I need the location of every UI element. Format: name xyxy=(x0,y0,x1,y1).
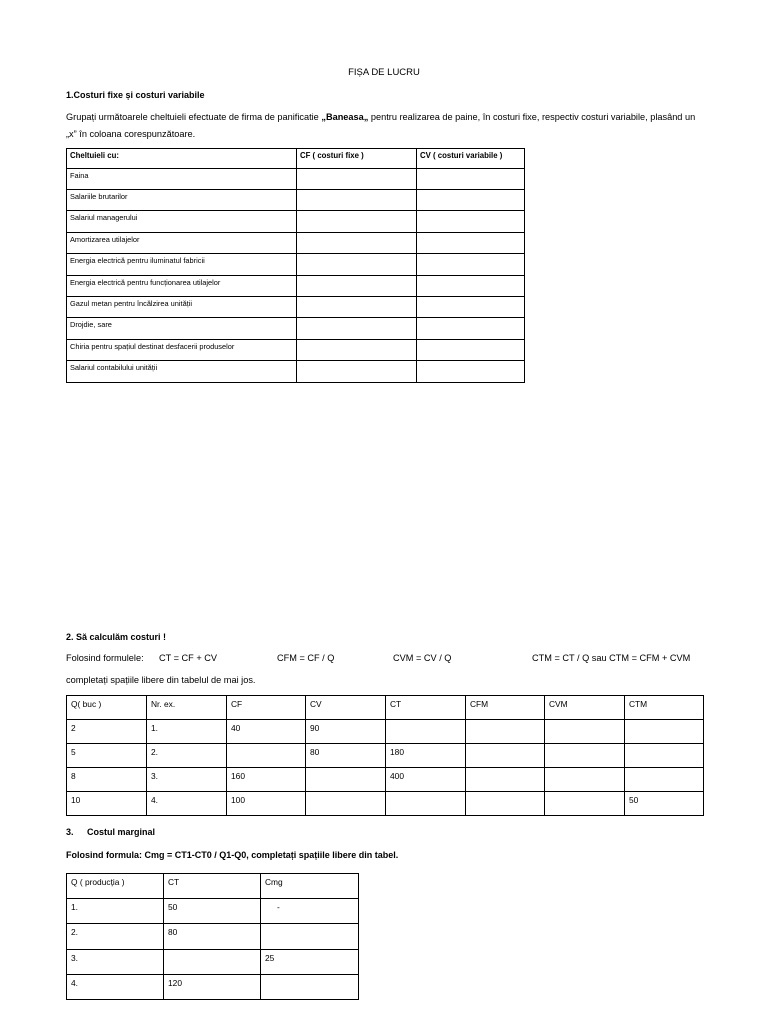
page-title: FIȘA DE LUCRU xyxy=(348,67,420,78)
cf-cell[interactable] xyxy=(297,211,417,232)
cmg-cell[interactable] xyxy=(261,924,359,949)
cv-cell[interactable] xyxy=(417,254,525,275)
table-row xyxy=(67,275,525,296)
cfm-cell[interactable] xyxy=(466,768,545,792)
section2-instruction: completați spațiile libere din tabelul de mai jos. xyxy=(66,675,256,685)
company-name: „Baneasa„ xyxy=(321,112,369,122)
section2-heading: 2. Să calculăm costuri ! xyxy=(66,632,167,642)
cmg-cell[interactable] xyxy=(261,974,359,999)
table-row xyxy=(67,254,525,275)
table-row xyxy=(67,899,359,924)
cvm-cell[interactable] xyxy=(545,768,625,792)
q-cell: 1. xyxy=(67,899,164,924)
ct-cell[interactable] xyxy=(164,949,261,974)
formula-ct: CT = CF + CV xyxy=(159,653,218,663)
q-cell: 4. xyxy=(67,974,164,999)
cf-cell[interactable] xyxy=(297,318,417,339)
q-cell: 2 xyxy=(67,720,147,744)
table-header-row xyxy=(67,149,525,169)
section1-heading: 1.Costuri fixe și costuri variabile xyxy=(66,90,205,100)
cvm-cell[interactable] xyxy=(545,744,625,768)
cf-cell[interactable]: 40 xyxy=(227,720,306,744)
table-row xyxy=(67,232,525,253)
cv-cell[interactable] xyxy=(417,275,525,296)
table-row xyxy=(67,768,704,792)
formula-cvm: CVM = CV / Q xyxy=(393,653,452,663)
nr-cell: 1. xyxy=(147,720,227,744)
header-cell: Q ( producția ) xyxy=(67,874,164,899)
cv-cell[interactable]: 80 xyxy=(306,744,386,768)
costs-classification-table xyxy=(66,148,525,383)
expense-label: Amortizarea utilajelor xyxy=(67,232,297,253)
ct-cell[interactable]: 50 xyxy=(164,899,261,924)
table-header-row xyxy=(67,696,704,720)
nr-cell: 2. xyxy=(147,744,227,768)
expense-label: Energia electrică pentru iluminatul fabricii xyxy=(67,254,297,275)
ct-cell[interactable]: 180 xyxy=(386,744,466,768)
nr-cell: 4. xyxy=(147,792,227,816)
cvm-cell[interactable] xyxy=(545,720,625,744)
ct-cell[interactable] xyxy=(386,720,466,744)
cf-cell[interactable] xyxy=(297,189,417,210)
header-cell: CVM xyxy=(545,696,625,720)
q-cell: 8 xyxy=(67,768,147,792)
cf-cell[interactable] xyxy=(227,744,306,768)
section3-instruction: Folosind formula: Cmg = CT1-CT0 / Q1-Q0, completați spațiile libere din tabel. xyxy=(66,850,399,860)
cf-cell[interactable] xyxy=(297,361,417,382)
table-row xyxy=(67,949,359,974)
table-row xyxy=(67,924,359,949)
cv-cell[interactable] xyxy=(306,768,386,792)
cmg-dash: - xyxy=(277,902,280,913)
ctm-cell[interactable]: 50 xyxy=(625,792,704,816)
q-cell: 2. xyxy=(67,924,164,949)
table-row xyxy=(67,339,525,360)
cfm-cell[interactable] xyxy=(466,744,545,768)
cf-cell[interactable] xyxy=(297,168,417,189)
header-cell: Nr. ex. xyxy=(147,696,227,720)
cv-cell[interactable] xyxy=(417,361,525,382)
cv-cell[interactable] xyxy=(417,189,525,210)
cv-cell[interactable] xyxy=(417,232,525,253)
cv-cell[interactable] xyxy=(417,168,525,189)
section1-intro-line2: „x” în coloana corespunzătoare. xyxy=(66,129,196,139)
q-cell: 10 xyxy=(67,792,147,816)
cfm-cell[interactable] xyxy=(466,720,545,744)
table-row xyxy=(67,361,525,382)
cost-calculation-table xyxy=(66,695,704,816)
cv-cell[interactable] xyxy=(417,318,525,339)
cf-cell[interactable]: 160 xyxy=(227,768,306,792)
q-cell: 5 xyxy=(67,744,147,768)
table-row xyxy=(67,296,525,317)
table-header-row xyxy=(67,874,359,899)
ct-cell[interactable]: 80 xyxy=(164,924,261,949)
expense-label: Salariul managerului xyxy=(67,211,297,232)
expense-label: Drojdie, sare xyxy=(67,318,297,339)
section3-heading: Costul marginal xyxy=(87,827,156,837)
cvm-cell[interactable] xyxy=(545,792,625,816)
section1-intro xyxy=(66,109,716,143)
expense-label: Energia electrică pentru funcționarea utilajelor xyxy=(67,275,297,296)
cv-cell[interactable] xyxy=(306,792,386,816)
table-row xyxy=(67,792,704,816)
table-row xyxy=(67,168,525,189)
cf-cell[interactable] xyxy=(297,339,417,360)
header-cell: Q( buc ) xyxy=(67,696,147,720)
formula-label: Folosind formulele: xyxy=(66,653,144,663)
table-row xyxy=(67,211,525,232)
cmg-cell[interactable] xyxy=(261,899,359,924)
cf-cell[interactable] xyxy=(297,232,417,253)
ctm-cell[interactable] xyxy=(625,768,704,792)
ct-cell[interactable]: 120 xyxy=(164,974,261,999)
header-cell: CT xyxy=(164,874,261,899)
expense-label: Gazul metan pentru încălzirea unității xyxy=(67,296,297,317)
section1-intro-text-2: pentru realizarea de paine, în costuri fixe, respectiv costuri variabile, plasând un xyxy=(368,112,696,122)
section3-number: 3. xyxy=(66,827,74,837)
expense-label: Salariul contabilului unității xyxy=(67,361,297,382)
cv-cell[interactable]: 90 xyxy=(306,720,386,744)
nr-cell: 3. xyxy=(147,768,227,792)
cf-cell[interactable] xyxy=(297,254,417,275)
q-cell: 3. xyxy=(67,949,164,974)
formula-ctm: CTM = CT / Q sau CTM = CFM + CVM xyxy=(532,653,691,663)
header-cell: CTM xyxy=(625,696,704,720)
table-row xyxy=(67,720,704,744)
header-cell: CFM xyxy=(466,696,545,720)
ctm-cell[interactable] xyxy=(625,744,704,768)
cfm-cell[interactable] xyxy=(466,792,545,816)
table-row xyxy=(67,189,525,210)
header-cell: Cheltuieli cu: xyxy=(67,149,297,169)
expense-label: Chiria pentru spațiul destinat desfacerii produselor xyxy=(67,339,297,360)
cv-cell[interactable] xyxy=(417,339,525,360)
header-cell: CV xyxy=(306,696,386,720)
header-cell: CT xyxy=(386,696,466,720)
ctm-cell[interactable] xyxy=(625,720,704,744)
header-cell: CF xyxy=(227,696,306,720)
table-row xyxy=(67,744,704,768)
table-row xyxy=(67,974,359,999)
cv-cell[interactable] xyxy=(417,211,525,232)
formula-cfm: CFM = CF / Q xyxy=(277,653,335,663)
expense-label: Faina xyxy=(67,168,297,189)
table-row xyxy=(67,318,525,339)
header-cell: CV ( costuri variabile ) xyxy=(417,149,525,169)
cf-cell[interactable] xyxy=(297,296,417,317)
ct-cell[interactable] xyxy=(386,792,466,816)
ct-cell[interactable]: 400 xyxy=(386,768,466,792)
cmg-cell[interactable]: 25 xyxy=(261,949,359,974)
cf-cell[interactable]: 100 xyxy=(227,792,306,816)
header-cell: Cmg xyxy=(261,874,359,899)
expense-label: Salariile brutarilor xyxy=(67,189,297,210)
section1-intro-text: Grupați următoarele cheltuieli efectuate de firma de panificatie xyxy=(66,112,322,122)
cv-cell[interactable] xyxy=(417,296,525,317)
header-cell: CF ( costuri fixe ) xyxy=(297,149,417,169)
marginal-cost-table xyxy=(66,873,359,1000)
cf-cell[interactable] xyxy=(297,275,417,296)
